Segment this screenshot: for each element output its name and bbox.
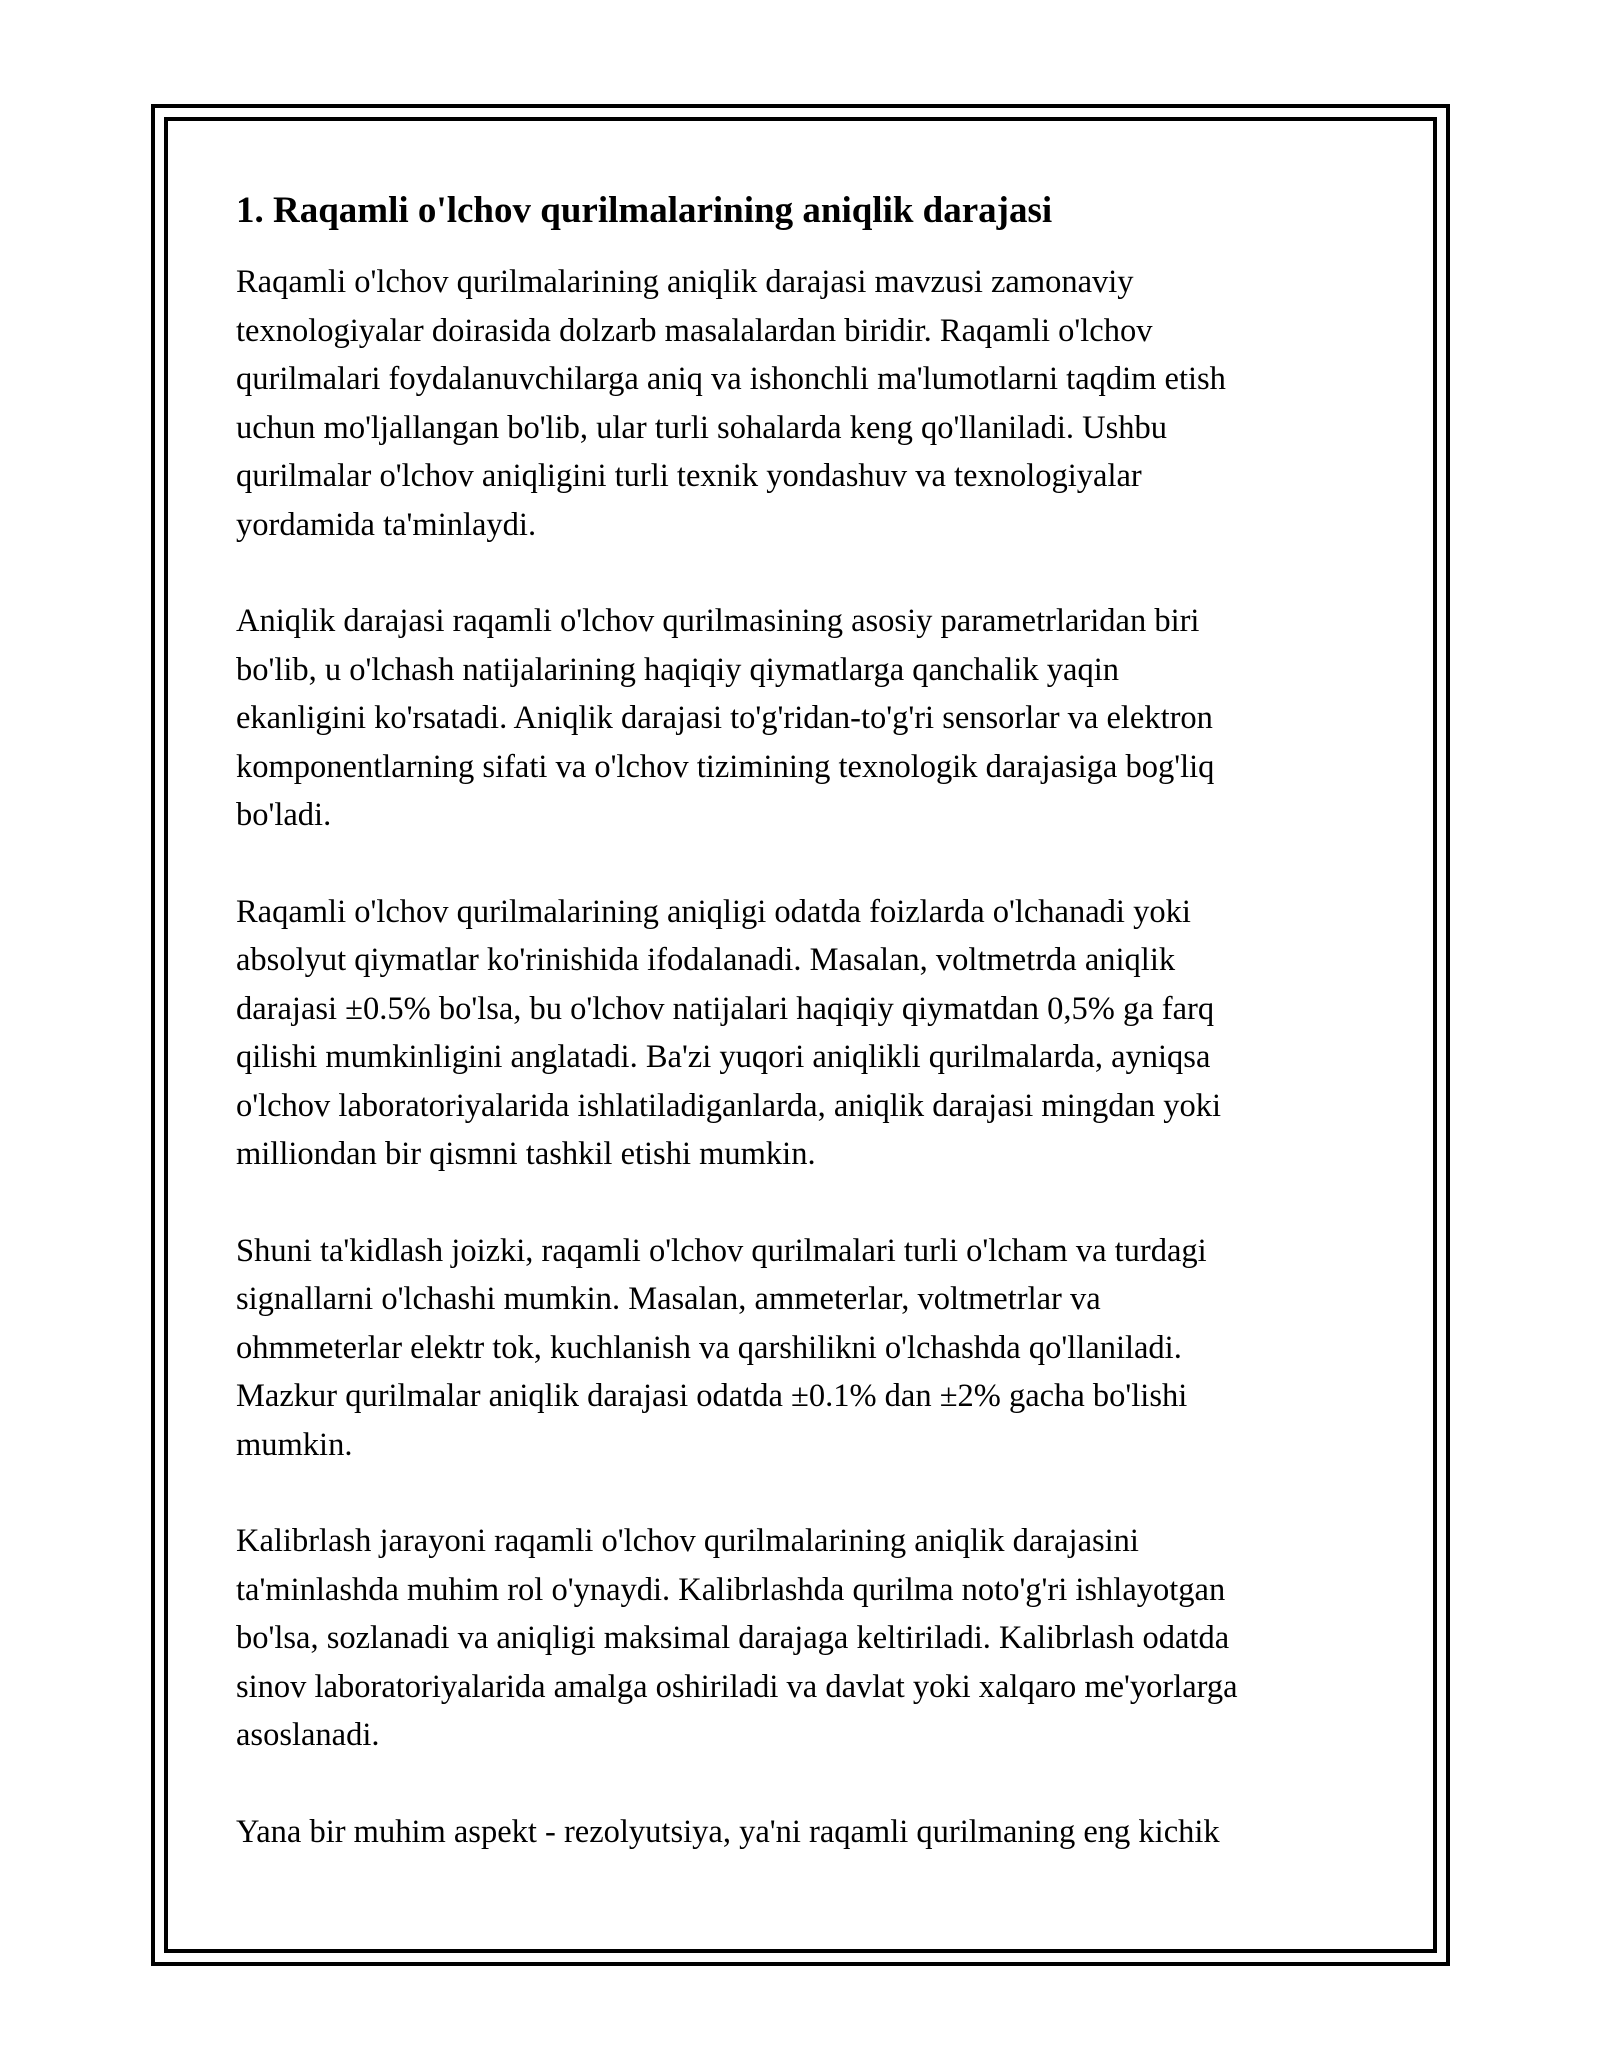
paragraph — [236, 597, 1386, 840]
paragraph-line: ohmmeterlar elektr tok, kuchlanish va qarshilikni o'lchashda qo'llaniladi. — [236, 1329, 1182, 1366]
paragraph-line: qurilmalar o'lchov aniqligini turli texnik yondashuv va texnologiyalar — [236, 458, 1142, 494]
paragraph-line: texnologiyalar doirasida dolzarb masalalardan biridir. Raqamli o'lchov — [236, 312, 1153, 349]
paragraph-line: darajasi ±0.5% bo'lsa, bu o'lchov natijalari haqiqiy qiymatdan 0,5% ga farq — [236, 990, 1215, 1027]
paragraph-line: Aniqlik darajasi raqamli o'lchov qurilmasining asosiy parametrlaridan biri — [236, 603, 1200, 639]
paragraph-line: bo'lib, u o'lchash natijalarining haqiqiy qiymatlarga qanchalik yaqin — [236, 651, 1119, 688]
paragraph — [236, 888, 1386, 1179]
paragraph-line: sinov laboratoriyalarida amalga oshiriladi va davlat yoki xalqaro me'yorlarga — [236, 1668, 1238, 1705]
paragraph-line: absolyut qiymatlar ko'rinishida ifodalanadi. Masalan, voltmetrda aniqlik — [236, 942, 1176, 978]
paragraph-line: asoslanadi. — [236, 1717, 380, 1753]
document-body — [236, 188, 1386, 1904]
paragraph-line: bo'ladi. — [236, 797, 332, 833]
paragraph-line: Raqamli o'lchov qurilmalarining aniqlik darajasi mavzusi zamonaviy — [236, 264, 1134, 300]
paragraph-list — [236, 258, 1386, 1856]
paragraph-line: Mazkur qurilmalar aniqlik darajasi odatda ±0.1% dan ±2% gacha bo'lishi — [236, 1378, 1188, 1414]
paragraph-line: Shuni ta'kidlash joizki, raqamli o'lchov qurilmalari turli o'lcham va turdagi — [236, 1232, 1207, 1269]
paragraph-line: Raqamli o'lchov qurilmalarining aniqligi odatda foizlarda o'lchanadi yoki — [236, 893, 1191, 930]
paragraph-line: ta'minlashda muhim rol o'ynaydi. Kalibrlashda qurilma noto'g'ri ishlayotgan — [236, 1571, 1226, 1608]
paragraph-line: qilishi mumkinligini anglatadi. Ba'zi yuqori aniqlikli qurilmalarda, ayniqsa — [236, 1039, 1211, 1075]
paragraph-line: bo'lsa, sozlanadi va aniqligi maksimal darajaga keltiriladi. Kalibrlash odatda — [236, 1620, 1230, 1656]
paragraph — [236, 1808, 1386, 1857]
paragraph-line: komponentlarning sifati va o'lchov tizimining texnologik darajasiga bog'liq — [236, 748, 1215, 785]
paragraph-line: qurilmalari foydalanuvchilarga aniq va ishonchli ma'lumotlarni taqdim etish — [236, 361, 1226, 397]
section-heading: 1. Raqamli o'lchov qurilmalarining aniqlik darajasi — [236, 190, 1053, 231]
paragraph-line: o'lchov laboratoriyalarida ishlatiladiganlarda, aniqlik darajasi mingdan yoki — [236, 1087, 1222, 1124]
paragraph-line: milliondan bir qismni tashkil etishi mumkin. — [236, 1136, 816, 1172]
paragraph-line: uchun mo'ljallangan bo'lib, ular turli sohalarda keng qo'llaniladi. Ushbu — [236, 409, 1167, 446]
paragraph-line: signallarni o'lchashi mumkin. Masalan, ammeterlar, voltmetrlar va — [236, 1281, 1101, 1317]
paragraph — [236, 1227, 1386, 1470]
paragraph-line: yordamida ta'minlaydi. — [236, 506, 537, 543]
paragraph-line: mumkin. — [236, 1426, 353, 1463]
paragraph-line: Yana bir muhim aspekt - rezolyutsiya, ya'ni raqamli qurilmaning eng kichik — [236, 1813, 1220, 1850]
paragraph-line: ekanligini ko'rsatadi. Aniqlik darajasi to'g'ridan-to'g'ri sensorlar va elektron — [236, 700, 1213, 736]
paragraph-line: Kalibrlash jarayoni raqamli o'lchov qurilmalarining aniqlik darajasini — [236, 1523, 1139, 1559]
paragraph — [236, 258, 1386, 549]
paragraph — [236, 1517, 1386, 1760]
